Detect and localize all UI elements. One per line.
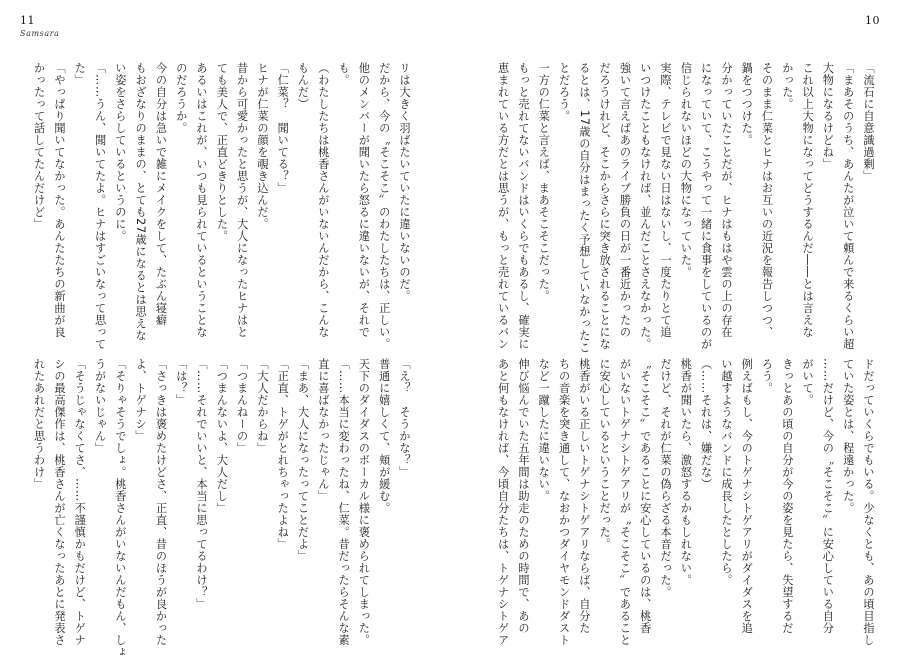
text-line: あと何もなければ、今頃自分たちは、トゲナシトゲア [496, 358, 510, 646]
text-line: 鍋をつつけた。 [740, 62, 754, 146]
page-number-left: 11 [20, 14, 35, 27]
right-page [450, 0, 900, 646]
text-line: きっとあの頃の自分が今の姿を見たら、失望するだ [780, 358, 794, 634]
text-line: 他のメンバーが聞いたら怒るに違いないが、それで [357, 62, 371, 338]
text-line: 「やっぱり聞いてなかった。あんたたちの新曲が良 [52, 62, 66, 338]
text-line: など一蹴したに違いない。 [537, 358, 551, 502]
text-line: とだろう。 [557, 62, 571, 122]
text-line: 強いて言えばあのライブ勝負の日が一番近かったの [618, 62, 632, 338]
left-top-text-block [32, 62, 414, 350]
text-line: もっと売れてないバンドはいくらでもあるし、確実に [516, 62, 530, 350]
text-line: ていた姿とは、程遠かった。 [841, 358, 855, 514]
text-line: 「え？ そうかな？」 [398, 358, 411, 478]
running-head: Samsara [20, 29, 60, 38]
text-line: るとは、17歳の自分はまったく予想していなかったこ [577, 62, 591, 354]
text-line: 「……うん、聞いてたよ。ヒナはすごいなって思って [93, 62, 107, 350]
text-line: だけど、それが仁菜の偽らざる本音だった。 [659, 358, 673, 598]
text-line: 「そうじゃなくてさ、……不謹慎かもだけど、トゲナ [73, 358, 87, 646]
text-line: 「……それでいいと、本当に思ってるわけ？」 [195, 358, 209, 610]
left-bottom-text-block [32, 358, 414, 658]
text-line: 普通に嬉しくて、頬が緩む。 [377, 358, 391, 514]
right-bottom-text-block [478, 358, 878, 646]
text-line: 「まあ、大人になったってことだよ」 [296, 358, 310, 562]
text-line: （……それは、嫌だな） [699, 358, 713, 490]
text-line: 「仁菜？ 聞いてる？」 [276, 62, 290, 194]
text-line: リは大きく羽ばたいていたに違いないのだ。 [398, 62, 411, 302]
text-line: い越すようなバンドに成長したとしたら。 [719, 358, 733, 586]
text-line: た」 [73, 62, 87, 86]
text-line: だろうけれど、そこからさらに突き放されることにな [598, 62, 612, 350]
right-top-text-block [478, 62, 878, 354]
text-line: かったって話してたんだけど」 [32, 62, 46, 230]
text-line: がいて。 [801, 358, 815, 406]
text-line: ……だけど、今の〝そこそこ〟に安心している自分 [821, 358, 835, 634]
text-line: 〝そこそこ〟であることに安心しているのは、桃香 [638, 358, 652, 634]
text-line: 天下のダイダスのボーカル様に褒められてしまった。 [357, 358, 371, 646]
text-line: 今の自分は急いで雑にメイクをして、たぶん寝癖 [154, 62, 168, 326]
text-line: ても美人で、正直どきりとした。 [215, 62, 229, 242]
text-line: 「は？」 [174, 358, 188, 406]
text-line: 「まあそのうち、あんたが泣いて頼んで来るくらい超 [841, 62, 855, 350]
text-line: れたあれだと思うわけ」 [32, 358, 46, 490]
text-line: 「……本当に変わったね、仁菜。昔だったらそんな素 [337, 358, 351, 646]
text-line: 恵まれている方だとは思うが、もっと売れているバン [496, 62, 510, 350]
text-line: 伸び悩んでいた五年間は助走のための時間で、あの [516, 358, 530, 634]
text-line: 桃香が聞いたら、激怒するかもしれない。 [679, 358, 693, 586]
text-line: 例えばもし、今のトゲナシトゲアリがダイダスを追 [740, 358, 754, 634]
text-line: がいないトゲナシトゲアリが〝そこそこ〟であること [618, 358, 632, 646]
text-line: よ、トゲナシ」 [134, 358, 148, 442]
text-line: いつけたこともなければ、並んだことさえなかった。 [638, 62, 652, 350]
text-line: 信じられないほどの大物になっていた。 [679, 62, 693, 278]
text-line: 実際、テレビで見ない日はないし、一度たりとて追 [659, 62, 673, 338]
text-line: 「大人だからね」 [255, 358, 269, 454]
text-line: に安心しているということだった。 [598, 358, 612, 550]
text-line: 「正直、トゲがとれちゃったよね」 [276, 358, 290, 550]
text-line: ちの音楽を突き通して、なおかつダイヤモンドダスト [557, 358, 571, 646]
page-number-right: 10 [865, 14, 880, 27]
text-line: 分かっていたことだが、ヒナはもはや雲の上の存在 [719, 62, 733, 338]
text-line: これ以上大物になってどうするんだ――とは言えな [801, 62, 815, 338]
text-line: になっていて、こうやって一緒に食事をしているのが [699, 62, 713, 350]
text-line: ヒナが仁菜の顔を覗き込んだ。 [255, 62, 269, 230]
text-line: かった。 [780, 62, 794, 110]
text-line: 一方の仁菜と言えば、まあそこそこだった。 [537, 62, 551, 302]
text-line: 直に喜ばなかったじゃん」 [316, 358, 330, 502]
text-line: 「つまんねーの」 [235, 358, 249, 454]
text-line: 大物になるけどね」 [821, 62, 835, 170]
text-line: シの最高傑作は、桃香さんが亡くなったあとに発表さ [52, 358, 66, 646]
text-line: だから、今の〝そこそこ〟のわたしたちは、正しい。 [377, 62, 391, 350]
text-line: 「そりゃそうでしょ。桃香さんがいないんだもん、しょ [113, 358, 127, 658]
text-line: 「流石に自意識過剰」 [862, 62, 875, 182]
text-line: い姿をさらしているというのに。 [113, 62, 127, 242]
text-line: そのまま仁菜とヒナはお互いの近況を報告しつつ、 [760, 62, 774, 338]
text-line: （わたしたちは桃香さんがいないんだから、こんな [316, 62, 330, 338]
text-line: もんだ） [296, 62, 310, 110]
text-line: ドだっていくらでもいる。少なくとも、あの頃目指し [862, 358, 875, 646]
text-line: のだろうか。 [174, 62, 188, 134]
text-line: 昔から可愛かったと思うが、大人になったヒナはと [235, 62, 249, 338]
text-line: 「つまんないよ、大人だし」 [215, 358, 229, 514]
text-line: も。 [337, 62, 351, 86]
text-line: 「さっきは褒めたけどさ、正直、昔のほうが良かった [154, 358, 168, 646]
text-line: あるいはこれが、いつも見られているということな [195, 62, 209, 338]
text-line: 桃香がいる正しいトゲナシトゲアリならば、自分た [577, 358, 591, 634]
text-line: うがないじゃん」 [93, 358, 107, 454]
text-line: もおざなりのままの、とても27歳になるとは思えな [134, 62, 148, 342]
text-line: ろう。 [760, 358, 774, 394]
